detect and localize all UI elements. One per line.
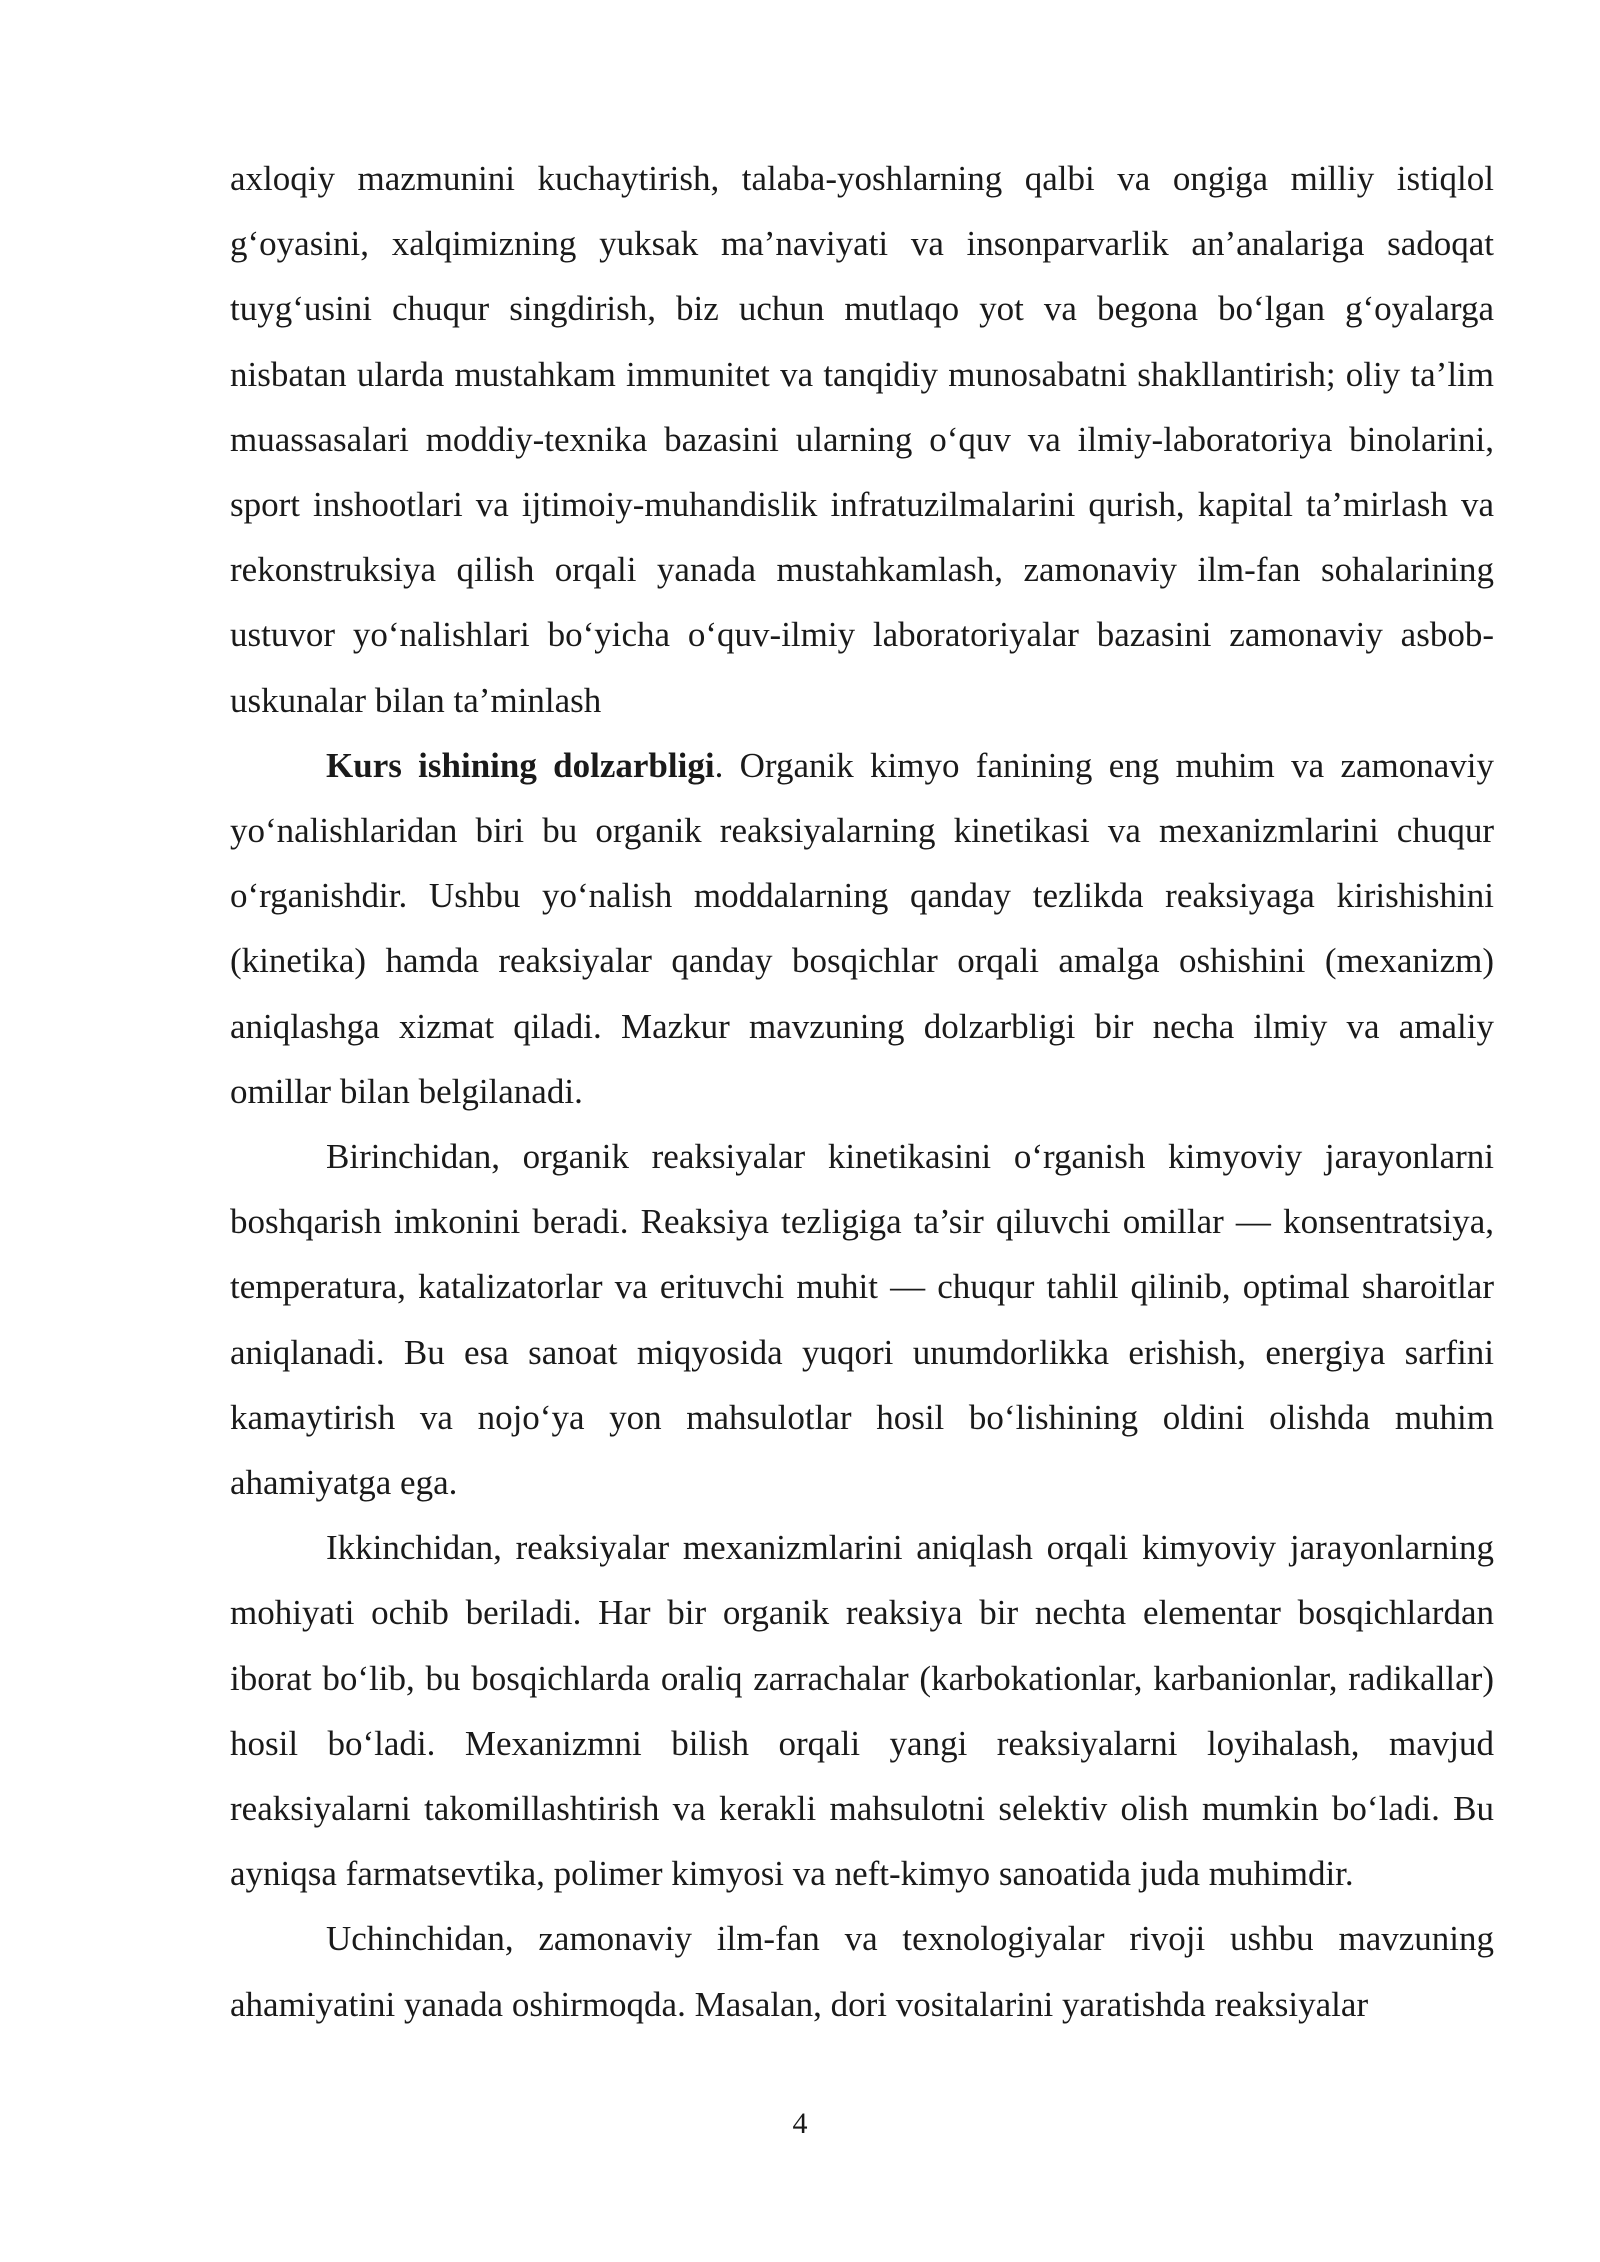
relevance-paragraph [230, 733, 1494, 1124]
paragraph-third: Uchinchidan, zamonaviy ilm-fan va texnologiyalar rivoji ushbu mavzuning ahamiyatini yanada oshirmoqda. Masalan, dori vositalarini yaratishda reaksiyalar [230, 1919, 1494, 2024]
page-body [230, 146, 1494, 2037]
paragraph-second: Ikkinchidan, reaksiyalar mexanizmlarini aniqlash orqali kimyoviy jarayonlarning mohiyati ochib beriladi. Har bir organik reaksiya bir nechta elementar bosqichlardan iborat bo‘lib, bu bosqichlarda oraliq zarrachalar (karbokationlar, karbanionlar, radikallar) hosil bo‘ladi. Mexanizmni bilish orqali yangi reaksiyalarni loyihalash, mavjud reaksiyalarni takomillashtirish va kerakli mahsulotni selektiv olish mumkin bo‘ladi. Bu ayniqsa farmatsevtika, polimer kimyosi va neft-kimyo sanoatida juda muhimdir. [230, 1528, 1494, 1894]
paragraph-first: Birinchidan, organik reaksiyalar kinetikasini o‘rganish kimyoviy jarayonlarni boshqarish imkonini beradi. Reaksiya tezligiga ta’sir qiluvchi omillar — konsentratsiya, temperatura, katalizatorlar va erituvchi muhit — chuqur tahlil qilinib, optimal sharoitlar aniqlanadi. Bu esa sanoat miqyosida yuqori unumdorlikka erishish, energiya sarfini kamaytirish va nojo‘ya yon mahsulotlar hosil bo‘lishining oldini olishda muhim ahamiyatga ega. [230, 1137, 1494, 1503]
continuation-paragraph: axloqiy mazmunini kuchaytirish, talaba-yoshlarning qalbi va ongiga milliy istiqlol g‘oyasini, xalqimizning yuksak ma’naviyati va insonparvarlik an’analariga sadoqat tuyg‘usini chuqur singdirish, biz uchun mutlaqo yot va begona bo‘lgan g‘oyalarga nisbatan ularda mustahkam immunitet va tanqidiy munosabatni shakllantirish; oliy ta’lim muassasalari moddiy-texnika bazasini ularning o‘quv va ilmiy-laboratoriya binolarini, sport inshootlari va ijtimoiy-muhandislik infratuzilmalarini qurish, kapital ta’mirlash va rekonstruksiya qilish orqali yanada mustahkamlash, zamonaviy ilm-fan sohalarining ustuvor yo‘nalishlari bo‘yicha o‘quv-ilmiy laboratoriyalar bazasini zamonaviy asbob-uskunalar bilan ta’minlash [230, 159, 1494, 720]
page-number: 4 [792, 2107, 808, 2140]
relevance-text: . Organik kimyo fanining eng muhim va zamonaviy yo‘nalishlaridan biri bu organik reaksiyalarning kinetikasi va mexanizmlarini chuqur o‘rganishdir. Ushbu yo‘nalish moddalarning qanday tezlikda reaksiyaga kirishishini (kinetika) hamda reaksiyalar qanday bosqichlar orqali amalga oshishini (mexanizm) aniqlashga xizmat qiladi. Mazkur mavzuning dolzarbligi bir necha ilmiy va amaliy omillar bilan belgilanadi. [230, 745, 1494, 1111]
relevance-heading: Kurs ishining dolzarbligi [326, 745, 715, 785]
